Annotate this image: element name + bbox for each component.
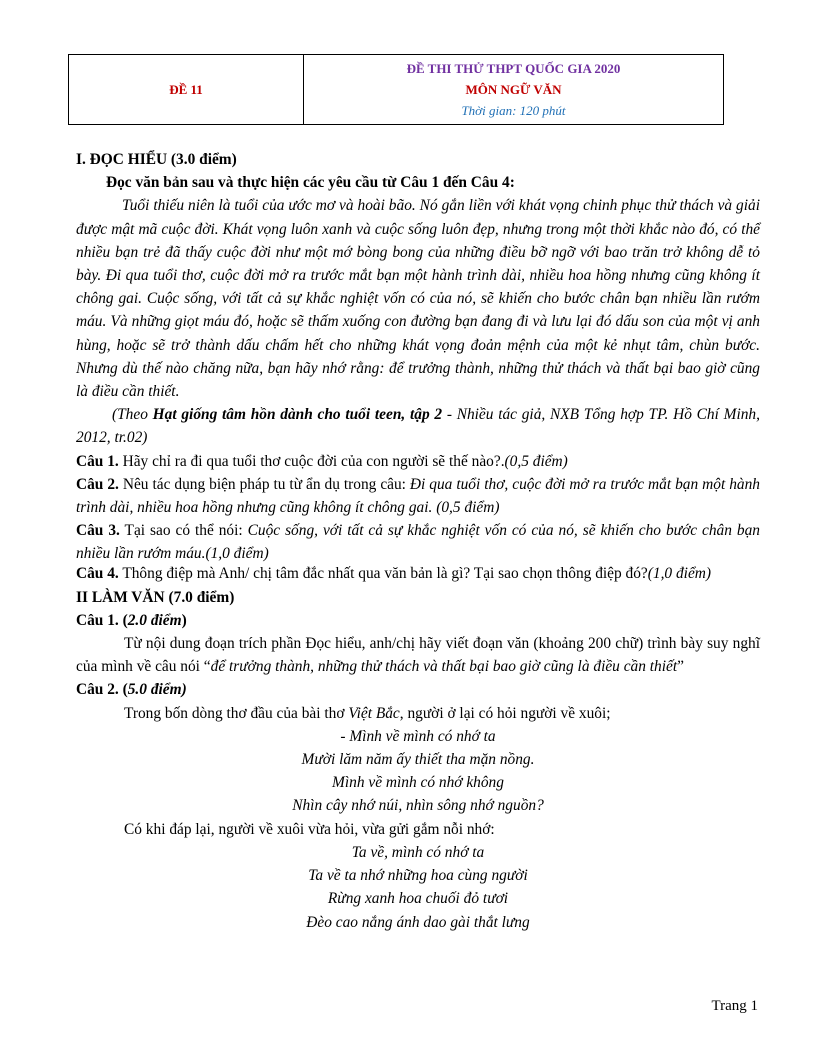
q1-text: Hãy chỉ ra đi qua tuổi thơ cuộc đời của con người sẽ thế nào?. xyxy=(118,452,505,470)
q4-score: (1,0 điểm) xyxy=(647,564,712,582)
c1-text: Từ nội dung đoạn trích phần Đọc hiểu, anh/chị hãy viết đoạn văn (khoảng 200 chữ) trình bày suy nghĩ của mình về câu nói “ xyxy=(76,635,760,676)
q2-label: Câu 2. xyxy=(76,475,119,493)
poem-line: Đèo cao nắng ánh dao gài thắt lưng xyxy=(306,913,530,931)
exam-subject: MÔN NGỮ VĂN xyxy=(465,81,562,97)
section2-heading: II LÀM VĂN (7.0 điểm) xyxy=(76,588,235,606)
q2-quote: Đi qua tuổi thơ, cuộc đời mở ra trước mắt bạn một hành trình dài, nhiều hoa hồng nhưng cũng không ít chông gai. (0,5 điểm) xyxy=(76,475,760,517)
essay-question-2-mid: Có khi đáp lại, người về xuôi vừa hỏi, vừa gửi gắm nỗi nhớ: xyxy=(124,820,495,838)
passage-source xyxy=(76,403,760,449)
q4-label: Câu 4. xyxy=(76,564,119,582)
poem-line: Ta về ta nhớ những hoa cùng người xyxy=(308,867,528,885)
poem-line: Nhìn cây nhớ núi, nhìn sông nhớ nguồn? xyxy=(292,797,544,815)
exam-title: ĐỀ THI THỬ THPT QUỐC GIA 2020 xyxy=(406,60,621,76)
c1-close: ) xyxy=(181,611,187,629)
q3-quote: Cuộc sống, với tất cả sự khắc nghiệt vốn có của nó, sẽ khiến cho bước chân bạn nhiều lần rướm máu.(1,0 điểm) xyxy=(76,522,760,563)
question-2 xyxy=(76,473,760,519)
c2-intro-b: , người ở lại có hỏi người về xuôi; xyxy=(399,704,611,722)
question-4 xyxy=(76,566,760,582)
c2-label: Câu 2. ( xyxy=(76,681,128,699)
source-rest: - Nhiều tác giả, NXB Tổng hợp TP. Hồ Chí Minh, 2012, tr.02) xyxy=(76,406,760,447)
poem-line: Ta về, mình có nhớ ta xyxy=(351,843,485,861)
c2-score: 5.0 điểm) xyxy=(127,681,187,699)
exam-time: Thời gian: 120 phút xyxy=(461,102,566,118)
section1-heading: I. ĐỌC HIỂU (3.0 điểm) xyxy=(76,151,237,168)
section1-instruction: Đọc văn bản sau và thực hiện các yêu cầu từ Câu 1 đến Câu 4: xyxy=(106,174,515,192)
poem-line: - Mình về mình có nhớ ta xyxy=(340,727,496,745)
c1-quote: để trưởng thành, những thử thách và thất bại bao giờ cũng là điều cần thiết xyxy=(210,658,678,676)
q2-text: Nêu tác dụng biện pháp tu từ ẩn dụ trong câu: xyxy=(118,475,410,493)
essay-question-2-intro xyxy=(76,702,760,725)
essay-question-2-label xyxy=(76,678,760,701)
question-1 xyxy=(76,450,760,473)
q3-text: Tại sao có thể nói: xyxy=(119,522,248,540)
poem-line: Mình về mình có nhớ không xyxy=(332,774,504,792)
question-3 xyxy=(76,519,760,565)
exam-header-table xyxy=(68,54,724,125)
c2-intro-a: Trong bốn dòng thơ đầu của bài thơ xyxy=(124,704,349,722)
page-number: Trang 1 xyxy=(711,998,758,1014)
exam-content xyxy=(76,148,760,934)
poem-line: Mười lăm năm ấy thiết tha mặn nồng. xyxy=(301,751,535,769)
c1-label: Câu 1. ( xyxy=(76,611,128,629)
poem-line: Rừng xanh hoa chuối đỏ tươi xyxy=(327,890,509,908)
q4-text: Thông điệp mà Anh/ chị tâm đắc nhất qua văn bản là gì? Tại sao chọn thông điệp đó? xyxy=(118,564,648,582)
q1-score: (0,5 điểm) xyxy=(504,452,568,470)
source-prefix: (Theo xyxy=(112,406,153,424)
exam-title-cell xyxy=(304,55,723,124)
q3-label: Câu 3. xyxy=(76,522,120,540)
c2-poem-title: Việt Bắc xyxy=(348,704,400,722)
source-book: Hạt giống tâm hồn dành cho tuổi teen, tập 2 xyxy=(152,406,443,424)
c1-score: 2.0 điểm xyxy=(127,611,182,629)
q1-label: Câu 1. xyxy=(76,452,119,470)
c1-end: ” xyxy=(677,658,684,676)
reading-passage: Tuổi thiếu niên là tuổi của ước mơ và hoài bão. Nó gắn liền với khát vọng chinh phục thử thách và giải được mật mã cuộc đời. Khát vọng luôn xanh và cuộc sống luôn đẹp, nhưng trong một thời khắc nào đó, có thể nhiều bạn trẻ đã thấy cuộc đời như một mớ bòng bong của những điều bỡ ngỡ với bao trăn trở không dễ tỏ bày. Đi qua tuổi thơ, cuộc đời mở ra trước mắt bạn một hành trình dài, nhiều hoa hồng nhưng cũng không ít chông gai. Cuộc sống, với tất cả sự khắc nghiệt vốn có của nó, sẽ khiến cho bước chân bạn nhiều lần rướm máu. Và những giọt máu đó, hoặc sẽ thấm xuống con đường bạn đang đi và lưu lại đó dấu son của một vị anh hùng, hoặc sẽ trở thành dấu chấm hết cho những khát vọng đoản mệnh của một kẻ nhụt tâm, chùn bước. Nhưng dù thế nào chăng nữa, bạn hãy nhớ rằng: để trưởng thành, những thử thách và thất bại bao giờ cũng là điều cần thiết. xyxy=(76,197,760,401)
essay-question-1-label xyxy=(76,609,760,632)
exam-code: ĐỀ 11 xyxy=(69,55,304,124)
essay-question-1-text xyxy=(76,632,760,678)
